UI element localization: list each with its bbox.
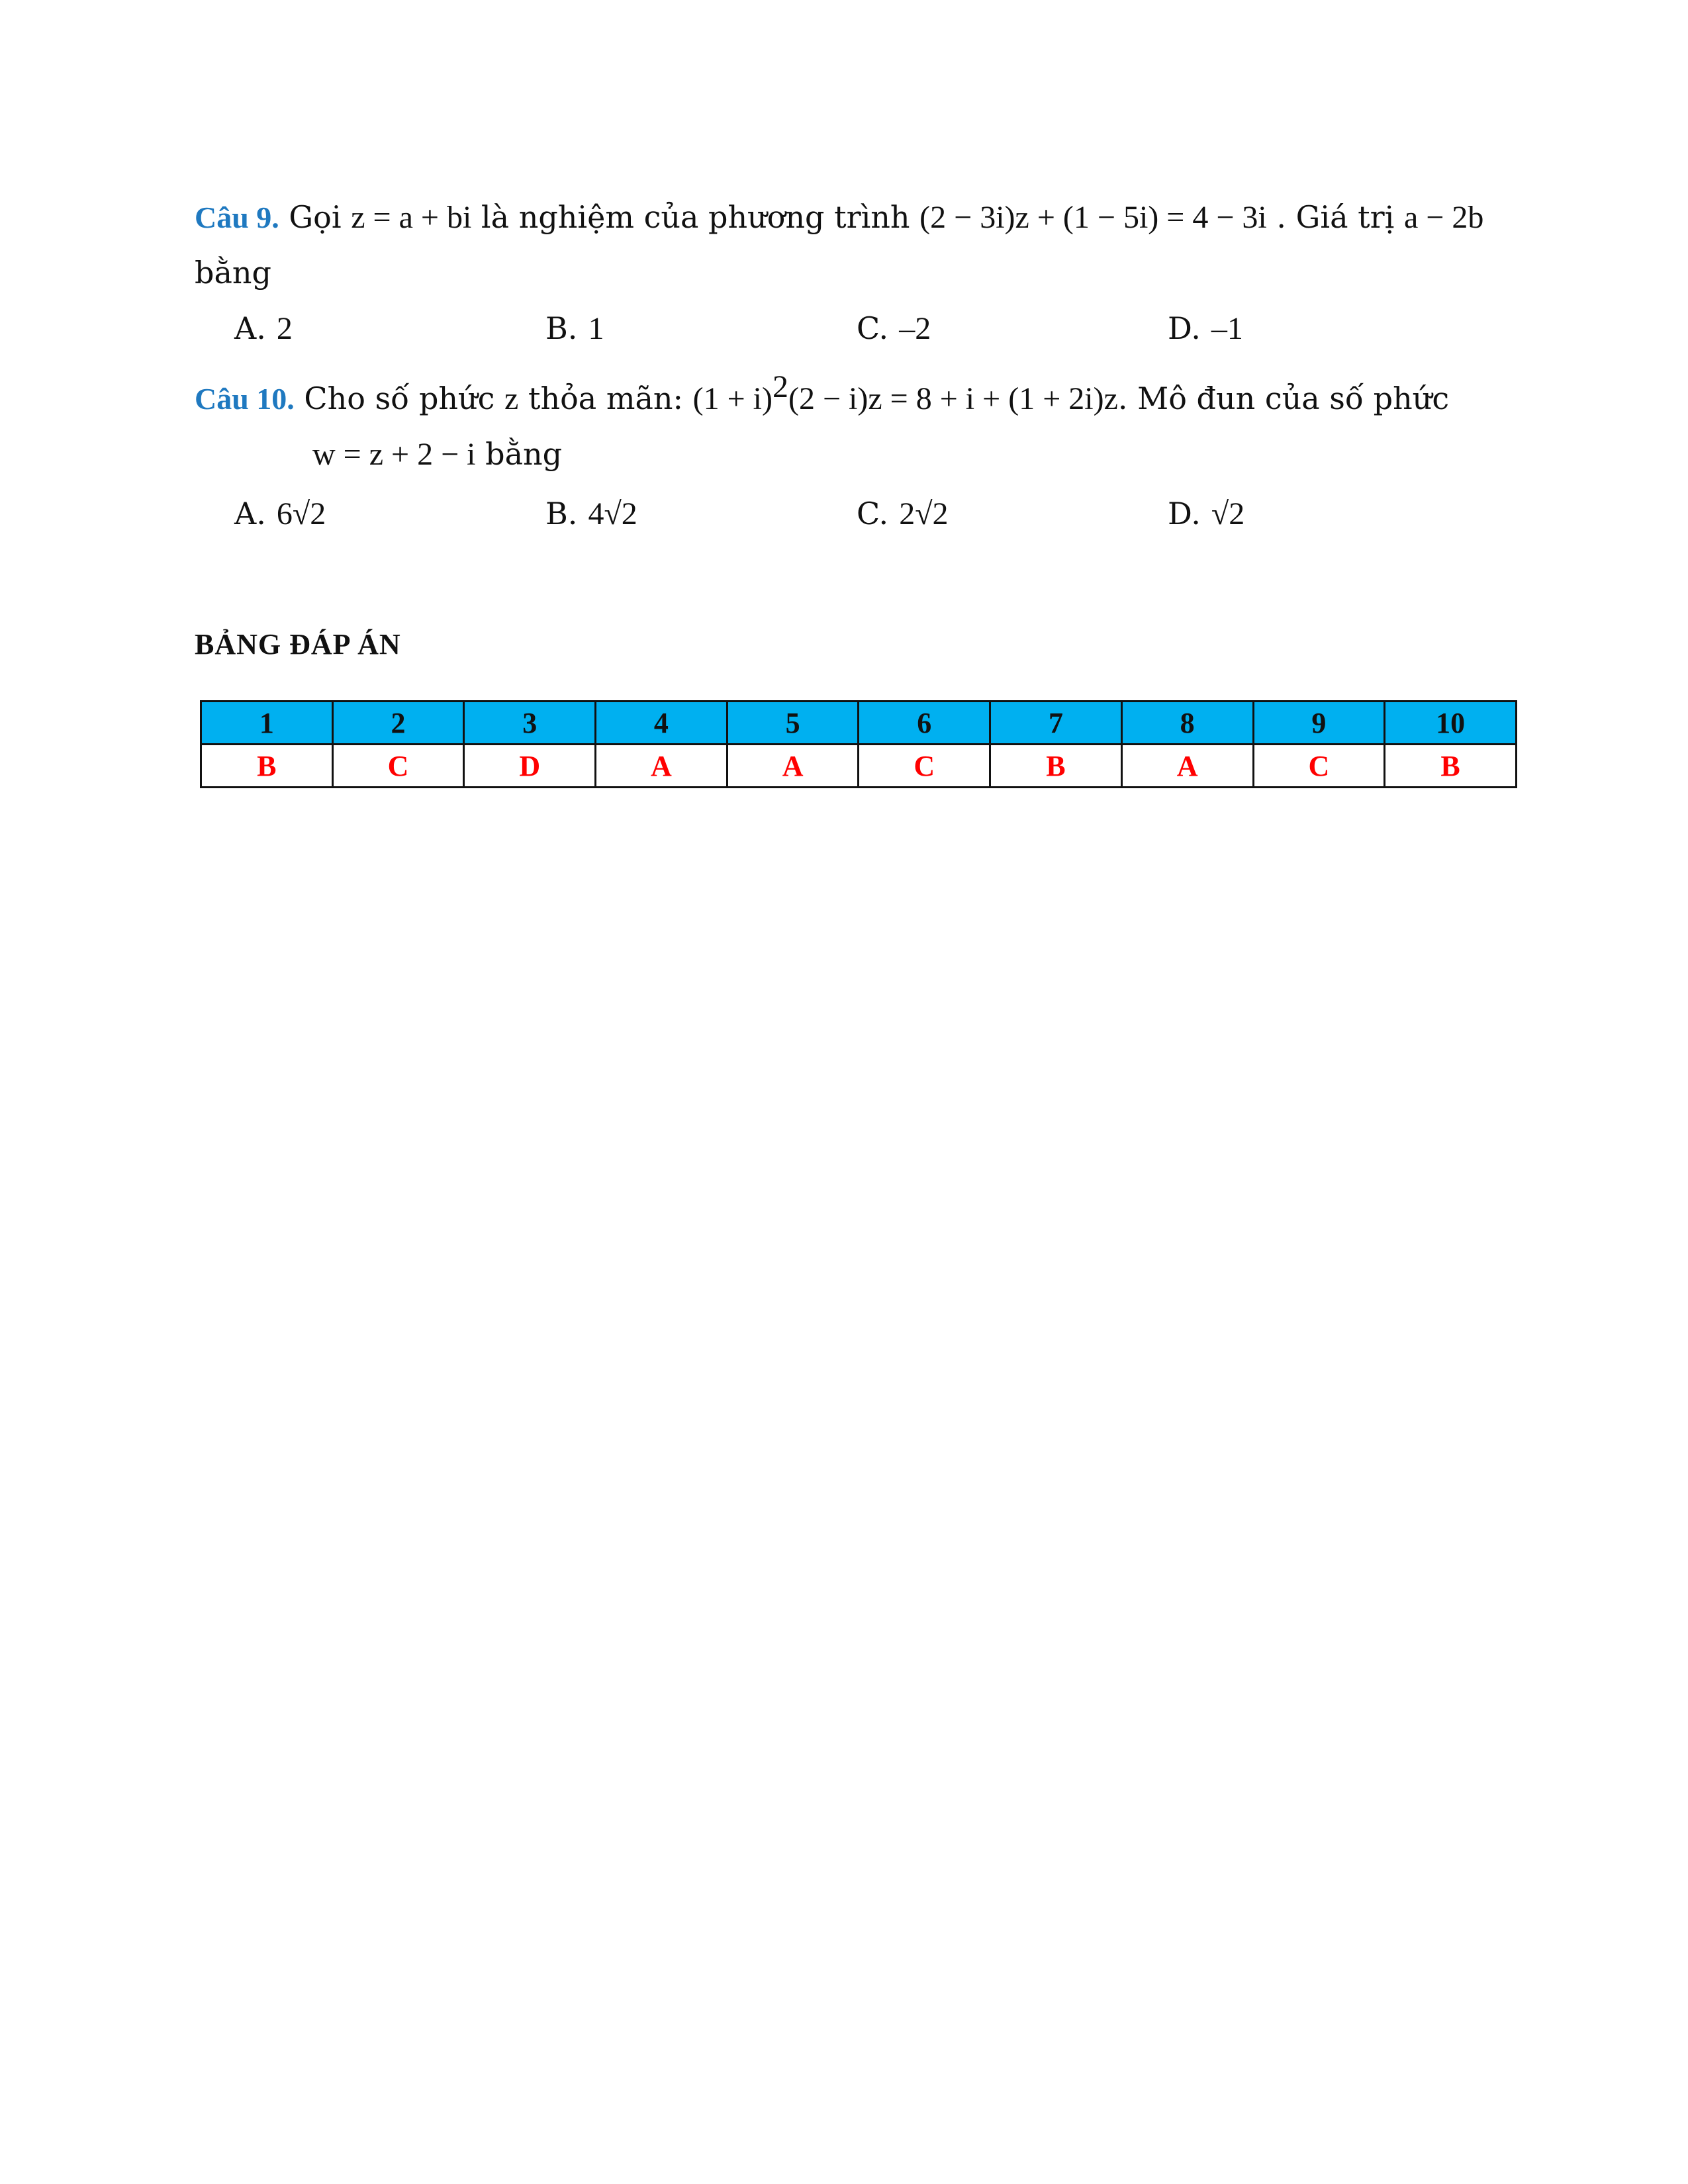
header-cell: 9	[1253, 702, 1385, 745]
answer-cell: A	[727, 745, 859, 788]
question-10-text-2: thỏa mãn:	[518, 381, 693, 416]
answer-cell: A	[1121, 745, 1253, 788]
header-cell: 10	[1385, 702, 1517, 745]
header-cell: 4	[596, 702, 727, 745]
answer-cell: C	[859, 745, 990, 788]
option-letter: C.	[857, 310, 889, 346]
option-letter: A.	[234, 496, 266, 531]
answer-cell: A	[596, 745, 727, 788]
option-letter: C.	[857, 496, 889, 531]
question-9-text-1: Gọi	[279, 199, 352, 235]
question-9-line-2: bằng	[195, 255, 271, 291]
answer-cell: C	[1253, 745, 1385, 788]
question-9-equation-3: a − 2b	[1403, 200, 1484, 235]
question-9-text-2: là nghiệm của phương trình	[471, 199, 920, 235]
question-10-line-2-text: bằng	[475, 436, 563, 472]
answer-cell: D	[464, 745, 596, 788]
option-value: √2	[1211, 496, 1245, 531]
question-10-equation-1: z	[504, 381, 519, 416]
answer-cell: B	[990, 745, 1122, 788]
answer-cell: B	[201, 745, 333, 788]
answer-cell: B	[1385, 745, 1517, 788]
option-letter: B.	[545, 310, 578, 346]
header-cell: 2	[332, 702, 464, 745]
option-letter: D.	[1168, 496, 1201, 531]
question-10-equation-3: w = z + 2 − i	[312, 437, 476, 472]
option-value: 2	[276, 311, 293, 346]
option-value: 2√2	[899, 496, 949, 531]
question-10-option-c	[857, 494, 949, 534]
header-cell: 5	[727, 702, 859, 745]
answer-cell: C	[332, 745, 464, 788]
answer-table-title: BẢNG ĐÁP ÁN	[195, 628, 401, 660]
answer-table-header-row	[201, 702, 1517, 745]
question-10-line-2	[312, 434, 562, 475]
header-cell: 1	[201, 702, 333, 745]
question-10-option-b	[545, 494, 637, 534]
header-cell: 3	[464, 702, 596, 745]
option-value: –2	[899, 311, 931, 346]
question-10-option-d	[1168, 494, 1244, 534]
question-9-option-b	[545, 308, 604, 349]
question-10-text-1: Cho số phức	[294, 381, 505, 416]
option-letter: A.	[234, 310, 266, 346]
question-9-option-a	[234, 308, 293, 349]
question-10-exponent: 2	[772, 369, 788, 404]
question-10-equation-2a: (1 + i)	[692, 381, 773, 416]
option-letter: B.	[545, 496, 578, 531]
option-value: 6√2	[276, 496, 326, 531]
question-10-line-1	[195, 369, 1450, 419]
question-9-option-d	[1168, 308, 1243, 349]
header-cell: 6	[859, 702, 990, 745]
question-9-equation-2: (2 − 3i)z + (1 − 5i) = 4 − 3i	[919, 200, 1267, 235]
option-value: 1	[588, 311, 604, 346]
question-10-equation-2b: (2 − i)z = 8 + i + (1 + 2i)z	[788, 381, 1118, 416]
question-9-equation-1: z = a + bi	[351, 200, 472, 235]
question-10-option-a	[234, 494, 326, 534]
question-9-line-1	[195, 197, 1483, 238]
question-10-text-3: . Mô đun của số phức	[1117, 381, 1450, 416]
option-value: –1	[1211, 311, 1243, 346]
header-cell: 8	[1121, 702, 1253, 745]
option-value: 4√2	[588, 496, 637, 531]
option-letter: D.	[1168, 310, 1201, 346]
question-9-label: Câu 9.	[195, 201, 279, 234]
question-10-label: Câu 10.	[195, 382, 295, 416]
question-9-text-3: . Giá trị	[1266, 199, 1404, 235]
answer-table	[200, 700, 1517, 788]
answer-table-answer-row	[201, 745, 1517, 788]
header-cell: 7	[990, 702, 1122, 745]
question-9-option-c	[857, 308, 931, 349]
